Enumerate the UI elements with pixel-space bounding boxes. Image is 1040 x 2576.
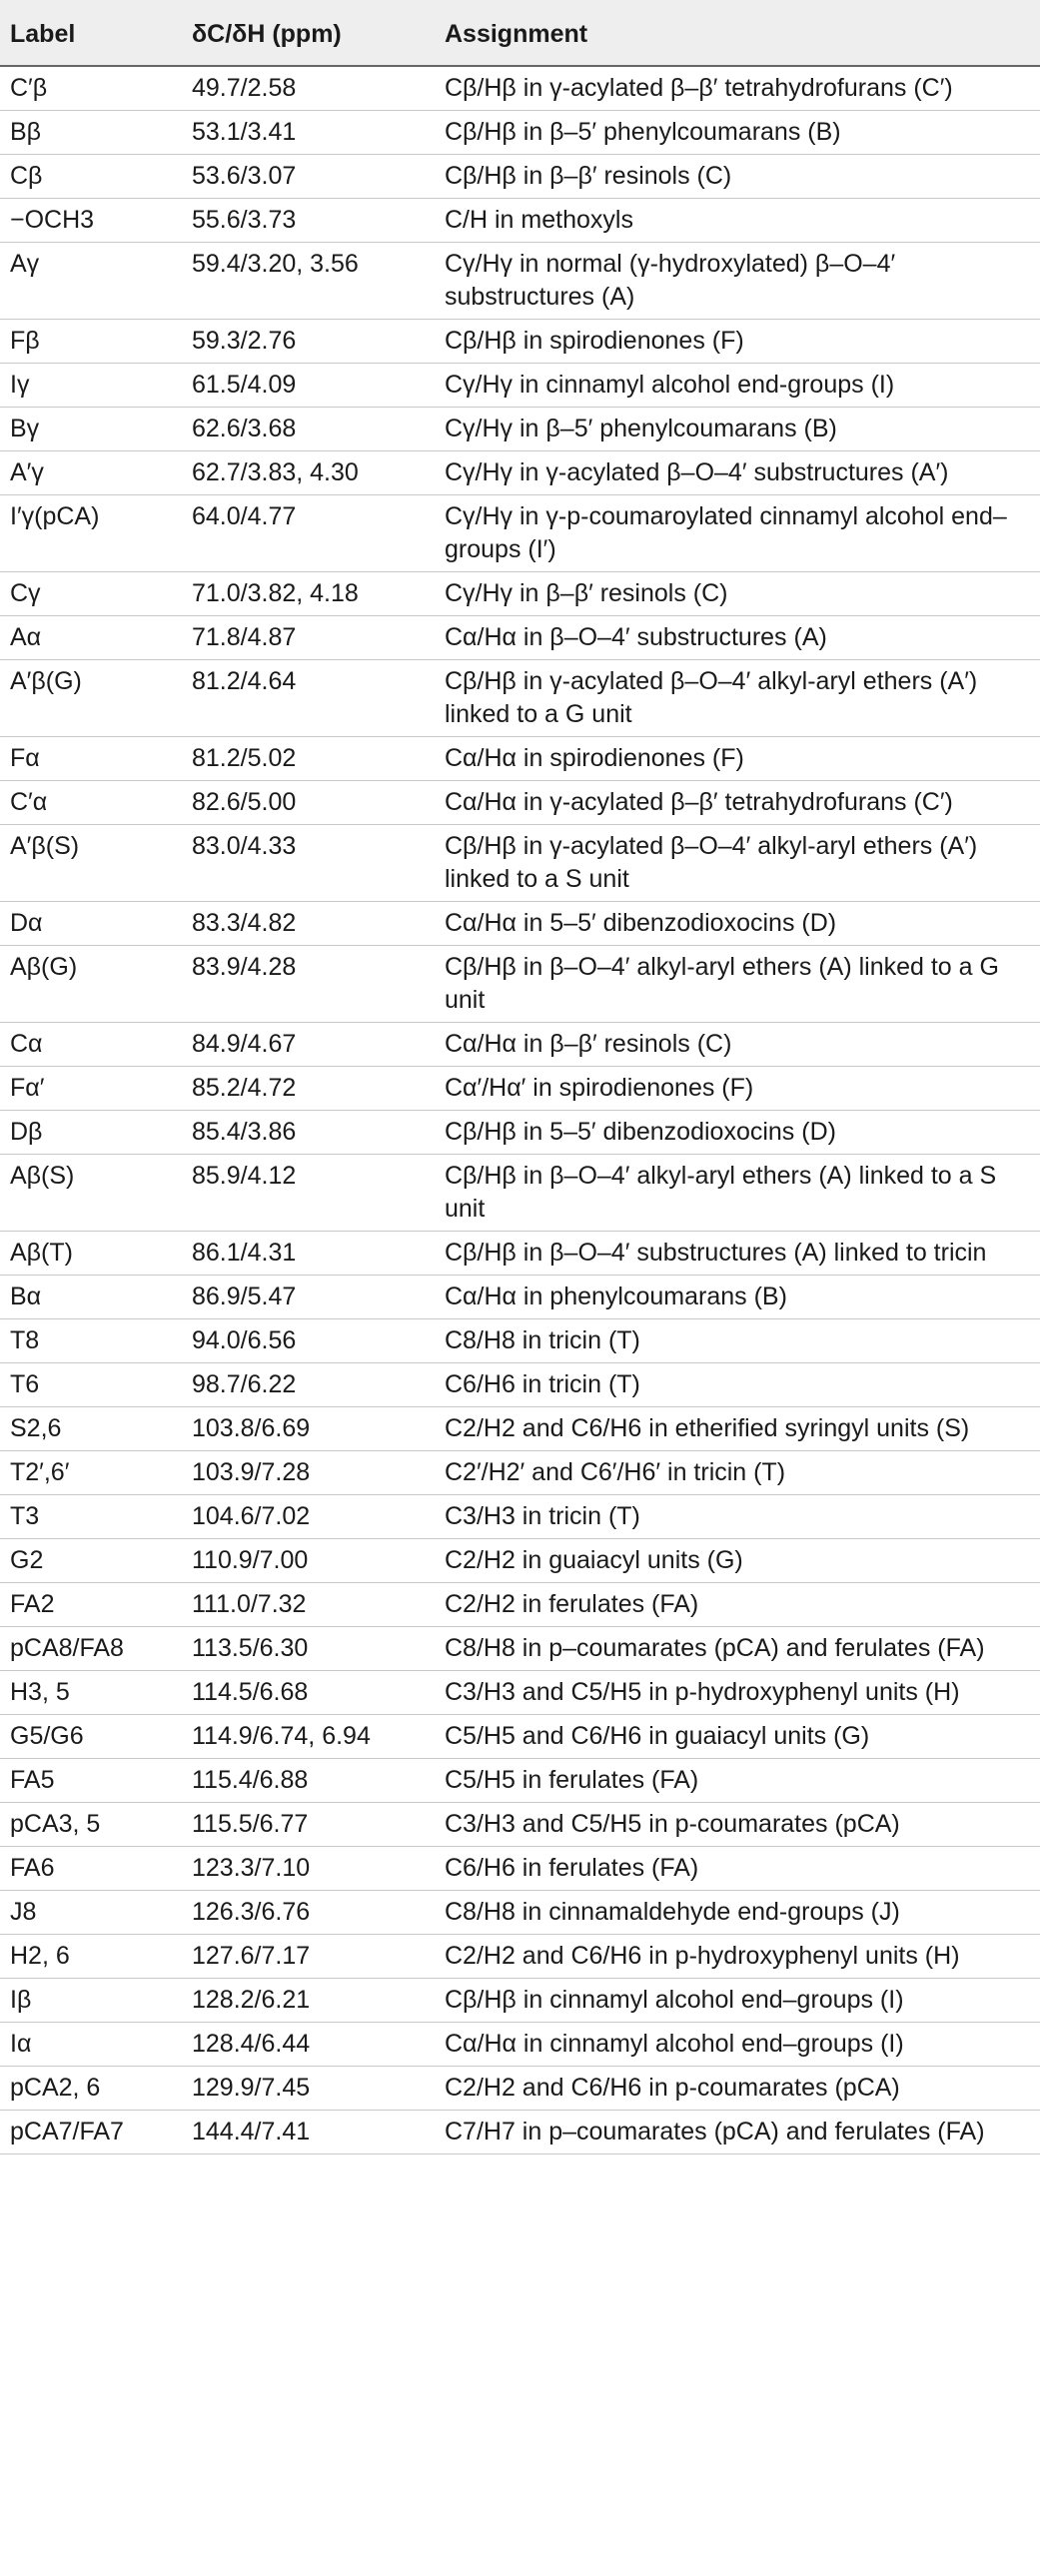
row-assignment: C2/H2 and C6/H6 in p-hydroxyphenyl units (H) [435, 1935, 1040, 1979]
row-label: H3, 5 [0, 1671, 182, 1715]
row-shift: 81.2/5.02 [182, 737, 435, 781]
row-label: FA5 [0, 1759, 182, 1803]
row-label: Aγ [0, 243, 182, 320]
row-shift: 59.4/3.20, 3.56 [182, 243, 435, 320]
header-shift: δC/δH (ppm) [182, 0, 435, 66]
row-assignment: C8/H8 in p–coumarates (pCA) and ferulates (FA) [435, 1627, 1040, 1671]
row-label: Fβ [0, 320, 182, 364]
table-row [0, 1979, 1040, 2023]
row-shift: 123.3/7.10 [182, 1847, 435, 1891]
row-label: Aβ(T) [0, 1232, 182, 1276]
row-shift: 62.6/3.68 [182, 408, 435, 451]
row-label: Cα [0, 1023, 182, 1067]
row-assignment: Cγ/Hγ in normal (γ-hydroxylated) β–O–4′ substructures (A) [435, 243, 1040, 320]
row-shift: 103.9/7.28 [182, 1451, 435, 1495]
row-label: G5/G6 [0, 1715, 182, 1759]
table-row [0, 1671, 1040, 1715]
row-label: T2′,6′ [0, 1451, 182, 1495]
row-label: Dβ [0, 1111, 182, 1155]
header-label: Label [0, 0, 182, 66]
table-row [0, 66, 1040, 111]
row-assignment: Cβ/Hβ in cinnamyl alcohol end–groups (I) [435, 1979, 1040, 2023]
row-assignment: C3/H3 and C5/H5 in p-coumarates (pCA) [435, 1803, 1040, 1847]
row-assignment: Cβ/Hβ in β–O–4′ substructures (A) linked to tricin [435, 1232, 1040, 1276]
row-assignment: C8/H8 in cinnamaldehyde end-groups (J) [435, 1891, 1040, 1935]
row-shift: 128.4/6.44 [182, 2023, 435, 2067]
row-assignment: Cβ/Hβ in β–O–4′ alkyl-aryl ethers (A) linked to a G unit [435, 946, 1040, 1023]
row-label: C′β [0, 66, 182, 111]
table-row [0, 1891, 1040, 1935]
row-assignment: C7/H7 in p–coumarates (pCA) and ferulates (FA) [435, 2111, 1040, 2154]
row-assignment: Cα/Hα in β–β′ resinols (C) [435, 1023, 1040, 1067]
table-row [0, 1319, 1040, 1363]
row-assignment: C3/H3 and C5/H5 in p-hydroxyphenyl units (H) [435, 1671, 1040, 1715]
table-row [0, 364, 1040, 408]
table-row [0, 495, 1040, 572]
table-row [0, 1627, 1040, 1671]
row-assignment: Cβ/Hβ in β–O–4′ alkyl-aryl ethers (A) linked to a S unit [435, 1155, 1040, 1232]
row-label: A′γ [0, 451, 182, 495]
table-row [0, 1803, 1040, 1847]
row-assignment: C2′/H2′ and C6′/H6′ in tricin (T) [435, 1451, 1040, 1495]
row-shift: 103.8/6.69 [182, 1407, 435, 1451]
table-row [0, 781, 1040, 825]
row-shift: 81.2/4.64 [182, 660, 435, 737]
row-shift: 127.6/7.17 [182, 1935, 435, 1979]
row-shift: 129.9/7.45 [182, 2067, 435, 2111]
row-assignment: C/H in methoxyls [435, 199, 1040, 243]
row-assignment: Cα/Hα in phenylcoumarans (B) [435, 1276, 1040, 1319]
row-label: pCA8/FA8 [0, 1627, 182, 1671]
row-label: Cγ [0, 572, 182, 616]
row-shift: 115.4/6.88 [182, 1759, 435, 1803]
table-row [0, 1363, 1040, 1407]
row-shift: 83.0/4.33 [182, 825, 435, 902]
row-assignment: C2/H2 and C6/H6 in p-coumarates (pCA) [435, 2067, 1040, 2111]
row-shift: 98.7/6.22 [182, 1363, 435, 1407]
row-shift: 71.8/4.87 [182, 616, 435, 660]
row-assignment: C2/H2 and C6/H6 in etherified syringyl units (S) [435, 1407, 1040, 1451]
table-row [0, 2067, 1040, 2111]
row-label: C′α [0, 781, 182, 825]
table-row [0, 451, 1040, 495]
row-shift: 128.2/6.21 [182, 1979, 435, 2023]
table-row [0, 1583, 1040, 1627]
row-assignment: Cγ/Hγ in β–β′ resinols (C) [435, 572, 1040, 616]
table-row [0, 572, 1040, 616]
row-assignment: Cβ/Hβ in 5–5′ dibenzodioxocins (D) [435, 1111, 1040, 1155]
row-assignment: Cγ/Hγ in γ-p-coumaroylated cinnamyl alcohol end–groups (I′) [435, 495, 1040, 572]
row-label: pCA3, 5 [0, 1803, 182, 1847]
row-assignment: C6/H6 in ferulates (FA) [435, 1847, 1040, 1891]
row-label: Aα [0, 616, 182, 660]
table-row [0, 1935, 1040, 1979]
row-label: Bβ [0, 111, 182, 155]
row-shift: 86.9/5.47 [182, 1276, 435, 1319]
row-shift: 114.9/6.74, 6.94 [182, 1715, 435, 1759]
table-header-row [0, 0, 1040, 66]
row-shift: 61.5/4.09 [182, 364, 435, 408]
row-label: H2, 6 [0, 1935, 182, 1979]
table-row [0, 1067, 1040, 1111]
row-label: Fα [0, 737, 182, 781]
row-label: FA2 [0, 1583, 182, 1627]
row-assignment: Cβ/Hβ in spirodienones (F) [435, 320, 1040, 364]
table-row [0, 1155, 1040, 1232]
row-shift: 114.5/6.68 [182, 1671, 435, 1715]
row-assignment: C2/H2 in ferulates (FA) [435, 1583, 1040, 1627]
row-label: G2 [0, 1539, 182, 1583]
row-shift: 64.0/4.77 [182, 495, 435, 572]
table-row [0, 1111, 1040, 1155]
row-shift: 83.3/4.82 [182, 902, 435, 946]
row-assignment: Cα/Hα in spirodienones (F) [435, 737, 1040, 781]
row-shift: 55.6/3.73 [182, 199, 435, 243]
row-shift: 110.9/7.00 [182, 1539, 435, 1583]
row-shift: 59.3/2.76 [182, 320, 435, 364]
row-label: FA6 [0, 1847, 182, 1891]
row-assignment: Cα/Hα in cinnamyl alcohol end–groups (I) [435, 2023, 1040, 2067]
row-shift: 49.7/2.58 [182, 66, 435, 111]
table-row [0, 155, 1040, 199]
table-row [0, 1276, 1040, 1319]
row-shift: 53.1/3.41 [182, 111, 435, 155]
row-label: T8 [0, 1319, 182, 1363]
row-shift: 85.4/3.86 [182, 1111, 435, 1155]
table-row [0, 1539, 1040, 1583]
row-assignment: Cγ/Hγ in cinnamyl alcohol end-groups (I) [435, 364, 1040, 408]
row-label: S2,6 [0, 1407, 182, 1451]
row-shift: 85.9/4.12 [182, 1155, 435, 1232]
table-row [0, 902, 1040, 946]
row-assignment: Cα/Hα in 5–5′ dibenzodioxocins (D) [435, 902, 1040, 946]
row-shift: 111.0/7.32 [182, 1583, 435, 1627]
row-assignment: Cβ/Hβ in β–5′ phenylcoumarans (B) [435, 111, 1040, 155]
row-shift: 82.6/5.00 [182, 781, 435, 825]
table-row [0, 199, 1040, 243]
row-assignment: C5/H5 in ferulates (FA) [435, 1759, 1040, 1803]
table-row [0, 660, 1040, 737]
row-label: Dα [0, 902, 182, 946]
row-label: Bα [0, 1276, 182, 1319]
row-shift: 144.4/7.41 [182, 2111, 435, 2154]
row-shift: 83.9/4.28 [182, 946, 435, 1023]
row-assignment: C6/H6 in tricin (T) [435, 1363, 1040, 1407]
row-shift: 86.1/4.31 [182, 1232, 435, 1276]
row-label: I′γ(pCA) [0, 495, 182, 572]
row-label: Iβ [0, 1979, 182, 2023]
row-assignment: Cβ/Hβ in γ-acylated β–O–4′ alkyl-aryl ethers (A′) linked to a S unit [435, 825, 1040, 902]
table-row [0, 1023, 1040, 1067]
table-row [0, 1715, 1040, 1759]
row-shift: 126.3/6.76 [182, 1891, 435, 1935]
row-label: −OCH3 [0, 199, 182, 243]
table-row [0, 946, 1040, 1023]
table-row [0, 111, 1040, 155]
row-assignment: Cα/Hα in γ-acylated β–β′ tetrahydrofurans (C′) [435, 781, 1040, 825]
row-assignment: Cγ/Hγ in γ-acylated β–O–4′ substructures (A′) [435, 451, 1040, 495]
table-row [0, 1495, 1040, 1539]
row-label: pCA2, 6 [0, 2067, 182, 2111]
row-label: Fα′ [0, 1067, 182, 1111]
row-label: pCA7/FA7 [0, 2111, 182, 2154]
row-shift: 85.2/4.72 [182, 1067, 435, 1111]
row-shift: 71.0/3.82, 4.18 [182, 572, 435, 616]
row-assignment: Cα/Hα in β–O–4′ substructures (A) [435, 616, 1040, 660]
row-label: Iα [0, 2023, 182, 2067]
table-row [0, 1451, 1040, 1495]
row-assignment: C8/H8 in tricin (T) [435, 1319, 1040, 1363]
row-shift: 94.0/6.56 [182, 1319, 435, 1363]
row-assignment: C2/H2 in guaiacyl units (G) [435, 1539, 1040, 1583]
row-shift: 113.5/6.30 [182, 1627, 435, 1671]
table-row [0, 1847, 1040, 1891]
table-row [0, 825, 1040, 902]
row-shift: 53.6/3.07 [182, 155, 435, 199]
table-row [0, 1407, 1040, 1451]
row-label: Bγ [0, 408, 182, 451]
row-assignment: Cα′/Hα′ in spirodienones (F) [435, 1067, 1040, 1111]
row-assignment: C5/H5 and C6/H6 in guaiacyl units (G) [435, 1715, 1040, 1759]
row-label: T3 [0, 1495, 182, 1539]
table-row [0, 2111, 1040, 2154]
table-row [0, 320, 1040, 364]
row-label: T6 [0, 1363, 182, 1407]
table-row [0, 408, 1040, 451]
table-row [0, 1759, 1040, 1803]
table-row [0, 737, 1040, 781]
row-assignment: C3/H3 in tricin (T) [435, 1495, 1040, 1539]
table-row [0, 1232, 1040, 1276]
table-row [0, 243, 1040, 320]
header-assignment: Assignment [435, 0, 1040, 66]
table-body [0, 66, 1040, 2154]
row-assignment: Cβ/Hβ in γ-acylated β–β′ tetrahydrofurans (C′) [435, 66, 1040, 111]
row-label: Cβ [0, 155, 182, 199]
row-label: A′β(G) [0, 660, 182, 737]
table-row [0, 2023, 1040, 2067]
row-shift: 62.7/3.83, 4.30 [182, 451, 435, 495]
row-shift: 104.6/7.02 [182, 1495, 435, 1539]
row-assignment: Cβ/Hβ in β–β′ resinols (C) [435, 155, 1040, 199]
row-label: Aβ(G) [0, 946, 182, 1023]
row-shift: 115.5/6.77 [182, 1803, 435, 1847]
row-label: Aβ(S) [0, 1155, 182, 1232]
row-label: J8 [0, 1891, 182, 1935]
row-label: Iγ [0, 364, 182, 408]
row-assignment: Cβ/Hβ in γ-acylated β–O–4′ alkyl-aryl ethers (A′) linked to a G unit [435, 660, 1040, 737]
table-row [0, 616, 1040, 660]
row-assignment: Cγ/Hγ in β–5′ phenylcoumarans (B) [435, 408, 1040, 451]
row-label: A′β(S) [0, 825, 182, 902]
row-shift: 84.9/4.67 [182, 1023, 435, 1067]
